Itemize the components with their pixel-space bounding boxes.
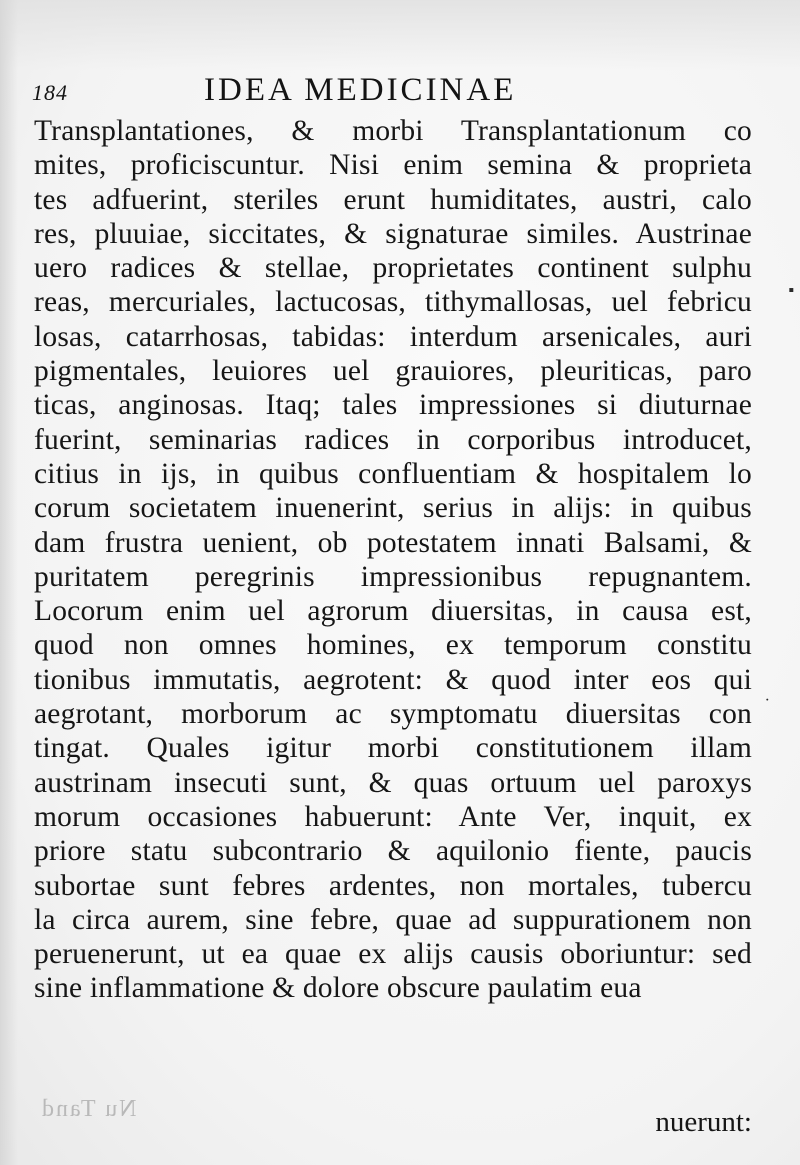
text-line: quod non omnes homines, ex temporum constitu — [34, 629, 752, 662]
page-number: 184 — [32, 80, 68, 105]
text-line: tionibus immutatis, aegrotent: & quod inter eos qui — [34, 663, 752, 696]
text-line: fuerint, seminarias radices in corporibus introducet, — [34, 423, 752, 456]
margin-speck: ▪ — [788, 282, 794, 299]
page-header — [32, 72, 752, 112]
text-line: pigmentales, leuiores uel grauiores, pleuriticas, paro — [34, 355, 752, 388]
text-line: uero radices & stellae, proprietates continent sulphu — [34, 252, 752, 285]
text-line: dam frustra uenient, ob potestatem innati Balsami, & — [34, 526, 752, 559]
running-head: IDEA MEDICINAE — [204, 72, 517, 108]
text-line: morum occasiones habuerunt: Ante Ver, inquit, ex — [34, 800, 752, 833]
text-line: priore statu subcontrario & aquilonio fiente, paucis — [34, 835, 752, 868]
text-line: subortae sunt febres ardentes, non mortales, tubercu — [34, 869, 752, 902]
text-line: austrinam insecuti sunt, & quas ortuum uel paroxys — [34, 766, 752, 799]
text-line: mites, proficiscuntur. Nisi enim semina & proprieta — [34, 149, 752, 182]
text-line: tingat. Quales igitur morbi constitutionem illam — [34, 732, 752, 765]
text-line: puritatem peregrinis impressionibus repugnantem. — [34, 560, 752, 593]
text-line: Transplantationes, & morbi Transplantationum co — [34, 115, 752, 147]
text-line: Locorum enim uel agrorum diuersitas, in causa est, — [34, 595, 752, 628]
text-line: sine inflammatione & dolore obscure paulatim eua — [34, 972, 642, 1005]
text-line: ticas, anginosas. Itaq; tales impressiones si diuturnae — [34, 389, 752, 422]
text-line: losas, catarrhosas, tabidas: interdum arsenicales, auri — [34, 320, 752, 353]
body-text — [34, 114, 752, 1006]
margin-speck: · — [764, 692, 770, 709]
text-line: la circa aurem, sine febre, quae ad suppurationem non — [34, 903, 752, 936]
text-line: corum societatem inuenerint, serius in alijs: in quibus — [34, 492, 752, 525]
page-left-shadow — [0, 0, 18, 1165]
bleed-through-text: Nu Tand — [40, 1096, 137, 1122]
text-line: peruenerunt, ut ea quae ex alijs causis oboriuntur: sed — [34, 938, 752, 971]
text-line: reas, mercuriales, lactucosas, tithymallosas, uel febricu — [34, 286, 752, 319]
text-line: tes adfuerint, steriles erunt humiditates, austri, calo — [34, 183, 752, 216]
text-line: citius in ijs, in quibus confluentiam & hospitalem lo — [34, 457, 752, 490]
text-line: res, pluuiae, siccitates, & signaturae similes. Austrinae — [34, 217, 752, 250]
catchword: nuerunt: — [655, 1106, 752, 1138]
text-line: aegrotant, morborum ac symptomatu diuersitas con — [34, 698, 752, 731]
page-top-shadow — [0, 0, 800, 70]
